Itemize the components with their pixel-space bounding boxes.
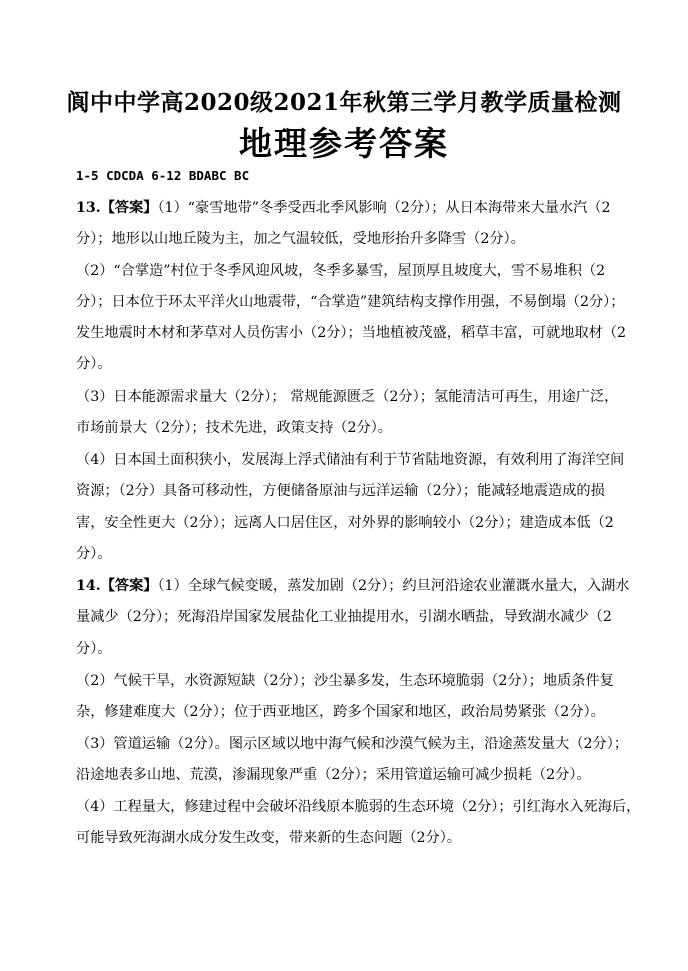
answer-key-title: 地理参考答案 — [239, 124, 449, 163]
q14-line-4: （2）气候干旱，水资源短缺（2分）；沙尘暴多发，生态环境脆弱（2分）；地质条件复 — [76, 673, 614, 689]
q14-line-8: （4）工程量大，修建过程中会破坏沿线原本脆弱的生态环境（2分）；引红海水入死海后， — [76, 799, 641, 815]
q14-line-3: 分）。 — [76, 641, 112, 657]
q13-answer-tag: 【答案】 — [100, 200, 158, 216]
q14-line-5: 杂，修建难度大（2分）；位于西亚地区，跨多个国家和地区，政治局势紧张（2分）。 — [76, 704, 605, 720]
q14-line-7: 沿途地表多山地、荒漠，渗漏现象严重（2分）；采用管道运输可减少损耗（2分）。 — [76, 767, 591, 783]
q13-line-3: （2）“合掌造”村位于冬季风迎风坡，冬季多暴雪，屋顶厚且坡度大，雪不易堆积（2 — [76, 263, 606, 279]
q13-line-5: 发生地震时木材和茅草对人员伤害小（2分）；当地植被茂盛，稻草丰富，可就地取材（2 — [76, 325, 627, 341]
q13-line-11: 害，安全性更大（2分）；远离人口居住区，对外界的影响较小（2分）；建造成本低（2 — [76, 515, 614, 531]
q13-line-12: 分）。 — [76, 546, 112, 562]
q14-answer-tag: 【答案】 — [100, 578, 158, 594]
q13-line-1 — [76, 199, 610, 217]
q13-line-9: （4）日本国土面积狭小，发展海上浮式储油有利于节省陆地资源，有效利用了海洋空间 — [76, 452, 625, 468]
q14-text: （1）全球气候变暖，蒸发加剧（2分）；约旦河沿途农业灌溉水量大，入湖水 — [157, 578, 630, 594]
q13-line-7: （3）日本能源需求量大（2分）； 常规能源匮乏（2分）；氢能清洁可再生，用途广泛， — [76, 389, 619, 405]
q13-number: 13. — [76, 200, 101, 216]
q14-line-6: （3）管道运输（2分）。图示区域以地中海气候和沙漠气候为主，沿途蒸发量大（2分）； — [76, 736, 629, 752]
q13-line-2: 分）；地形以山地丘陵为主，加之气温较低，受地形抬升多降雪（2分）。 — [76, 231, 525, 247]
q14-line-2: 量减少（2分）；死海沿岸国家发展盐化工业抽提用水，引湖水晒盐，导致湖水减少（2 — [76, 609, 612, 625]
q13-line-6: 分）。 — [76, 356, 112, 372]
q13-text: （1）“豪雪地带”冬季受西北季风影响（2分）；从日本海带来大量水汽（2 — [157, 200, 611, 216]
exam-title: 阆中中学高2020级2021年秋第三学月教学质量检测 — [66, 89, 622, 116]
q13-line-4: 分）；日本位于环太平洋火山地震带，“合掌造”建筑结构支撑作用强，不易倒塌（2分）； — [76, 294, 625, 310]
q13-line-10: 资源；（2分）具备可移动性，方便储备原油与远洋运输（2分）；能减轻地震造成的损 — [76, 483, 605, 499]
q14-number: 14. — [76, 578, 101, 594]
q13-line-8: 市场前景大（2分）；技术先进，政策支持（2分）。 — [76, 420, 392, 436]
q14-line-1 — [76, 577, 630, 595]
multiple-choice-answers: 1-5 CDCDA 6-12 BDABC BC — [76, 168, 250, 183]
q14-line-9: 可能导致死海湖水成分发生改变，带来新的生态问题（2分）。 — [76, 830, 461, 846]
